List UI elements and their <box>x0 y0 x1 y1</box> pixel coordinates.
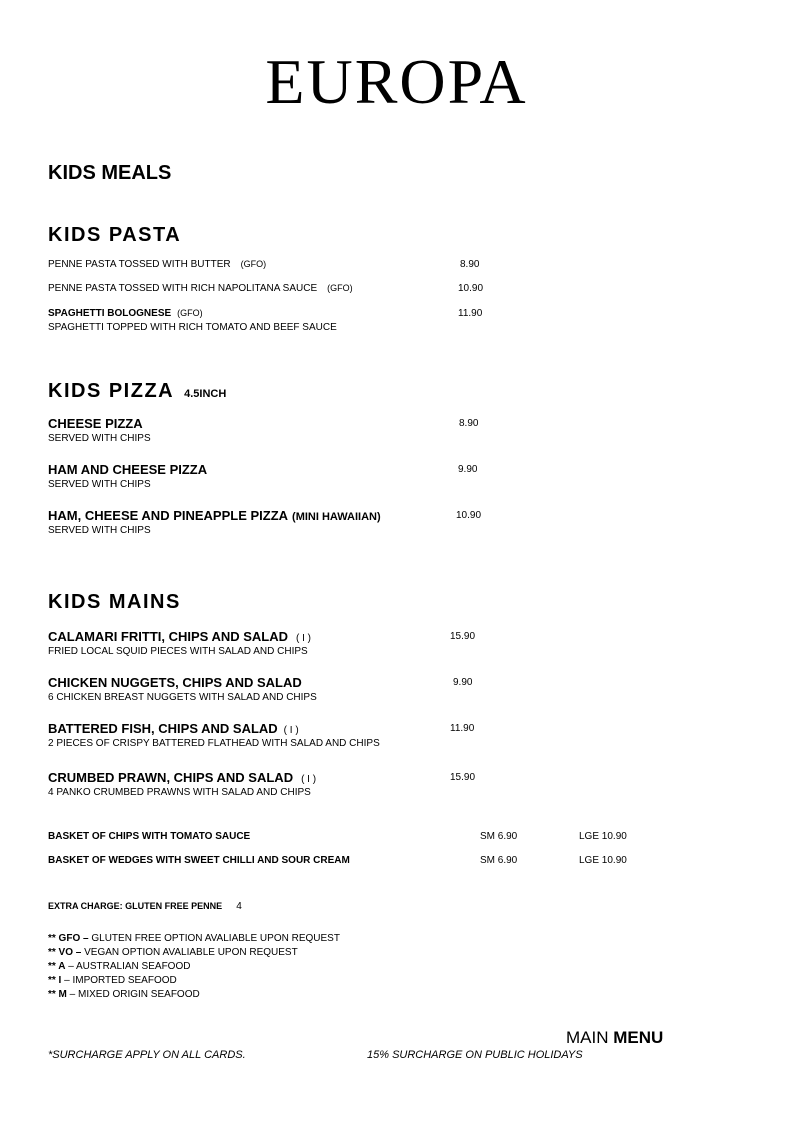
menu-item-spaghetti-bolognese <box>48 308 203 319</box>
legend-text: VEGAN OPTION AVALIABLE UPON REQUEST <box>81 947 298 958</box>
section-heading-pizza <box>48 380 226 403</box>
legend-item-vo <box>48 946 340 960</box>
pizza-size-note: 4.5INCH <box>184 388 227 400</box>
dietary-legend <box>48 932 340 1002</box>
menu-text: MENU <box>613 1028 664 1047</box>
menu-item-crumbed-prawn <box>48 770 316 785</box>
legend-item-i <box>48 974 340 988</box>
item-name: HAM, CHEESE AND PINEAPPLE PIZZA <box>48 508 289 523</box>
menu-item-hawaiian-pizza <box>48 508 381 523</box>
item-description: FRIED LOCAL SQUID PIECES WITH SALAD AND CHIPS <box>48 646 308 657</box>
legend-key: ** GFO – <box>48 933 89 944</box>
item-price: 8.90 <box>460 259 480 270</box>
item-name: CRUMBED PRAWN, CHIPS AND SALAD <box>48 770 294 785</box>
item-name: SPAGHETTI BOLOGNESE <box>48 308 172 319</box>
legend-item-m <box>48 988 340 1002</box>
item-tag: ( I ) <box>283 725 299 736</box>
item-price: 9.90 <box>453 677 473 688</box>
menu-item-penne-butter <box>48 259 266 270</box>
item-name: PENNE PASTA TOSSED WITH RICH NAPOLITANA SAUCE <box>48 283 318 294</box>
item-price: 15.90 <box>450 631 476 642</box>
item-price: 11.90 <box>458 308 483 319</box>
extra-charge-price: 4 <box>236 901 242 912</box>
item-tag: (GFO) <box>327 283 353 293</box>
section-heading-text: KIDS PIZZA <box>48 380 175 402</box>
surcharge-holidays-note: 15% SURCHARGE ON PUBLIC HOLIDAYS <box>367 1049 583 1061</box>
brand-logo: EUROPA <box>265 46 528 117</box>
item-tag: ( I ) <box>296 633 312 644</box>
item-description: 6 CHICKEN BREAST NUGGETS WITH SALAD AND CHIPS <box>48 692 317 703</box>
legend-key: ** A <box>48 961 66 972</box>
extra-charge-label: EXTRA CHARGE: GLUTEN FREE PENNE <box>48 901 223 911</box>
item-price: 10.90 <box>458 283 484 294</box>
item-name: BATTERED FISH, CHIPS AND SALAD <box>48 721 278 736</box>
item-price-large: LGE 10.90 <box>579 855 627 866</box>
main-menu-label <box>566 1028 663 1048</box>
legend-key: ** I <box>48 975 62 986</box>
surcharge-cards-note: *SURCHARGE APPLY ON ALL CARDS. <box>48 1049 246 1061</box>
item-description: SERVED WITH CHIPS <box>48 525 151 536</box>
legend-item-a <box>48 960 340 974</box>
item-tag: (GFO) <box>177 308 203 318</box>
item-description: SERVED WITH CHIPS <box>48 433 151 444</box>
legend-text: GLUTEN FREE OPTION AVALIABLE UPON REQUEST <box>88 933 340 944</box>
item-price: 9.90 <box>458 464 478 475</box>
menu-item-basket-chips: BASKET OF CHIPS WITH TOMATO SAUCE <box>48 831 251 842</box>
item-price: 15.90 <box>450 772 476 783</box>
item-description: 4 PANKO CRUMBED PRAWNS WITH SALAD AND CHIPS <box>48 787 311 798</box>
item-price-small: SM 6.90 <box>480 831 518 842</box>
section-heading-mains: KIDS MAINS <box>48 591 181 613</box>
section-heading-pasta: KIDS PASTA <box>48 224 182 246</box>
item-price: 11.90 <box>450 723 475 734</box>
item-price: 8.90 <box>459 418 479 429</box>
menu-item-battered-fish <box>48 721 299 736</box>
item-description: 2 PIECES OF CRISPY BATTERED FLATHEAD WITH SALAD AND CHIPS <box>48 738 380 749</box>
menu-item-calamari <box>48 629 311 644</box>
legend-text: – MIXED ORIGIN SEAFOOD <box>66 989 200 1000</box>
legend-item-gfo <box>48 932 340 946</box>
item-tag: ( I ) <box>301 774 317 785</box>
menu-item-penne-napolitana <box>48 283 353 294</box>
item-tag: (GFO) <box>240 259 267 269</box>
menu-item-ham-cheese-pizza: HAM AND CHEESE PIZZA <box>48 462 208 477</box>
menu-item-basket-wedges: BASKET OF WEDGES WITH SWEET CHILLI AND SOUR CREAM <box>48 855 350 866</box>
item-note: (MINI HAWAIIAN) <box>292 511 381 523</box>
item-name: CALAMARI FRITTI, CHIPS AND SALAD <box>48 629 289 644</box>
main-text: MAIN <box>566 1028 609 1047</box>
item-description: SPAGHETTI TOPPED WITH RICH TOMATO AND BEEF SAUCE <box>48 322 337 333</box>
item-price: 10.90 <box>456 510 482 521</box>
legend-text: – IMPORTED SEAFOOD <box>61 975 177 986</box>
menu-item-cheese-pizza: CHEESE PIZZA <box>48 416 143 431</box>
extra-charge <box>48 901 242 912</box>
legend-text: – AUSTRALIAN SEAFOOD <box>65 961 191 972</box>
legend-key: ** VO – <box>48 947 82 958</box>
legend-key: ** M <box>48 989 67 1000</box>
item-price-small: SM 6.90 <box>480 855 518 866</box>
item-description: SERVED WITH CHIPS <box>48 479 151 490</box>
item-price-large: LGE 10.90 <box>579 831 627 842</box>
page-title: KIDS MEALS <box>48 162 172 184</box>
item-name: PENNE PASTA TOSSED WITH BUTTER <box>48 259 231 270</box>
menu-item-chicken-nuggets: CHICKEN NUGGETS, CHIPS AND SALAD <box>48 675 302 690</box>
